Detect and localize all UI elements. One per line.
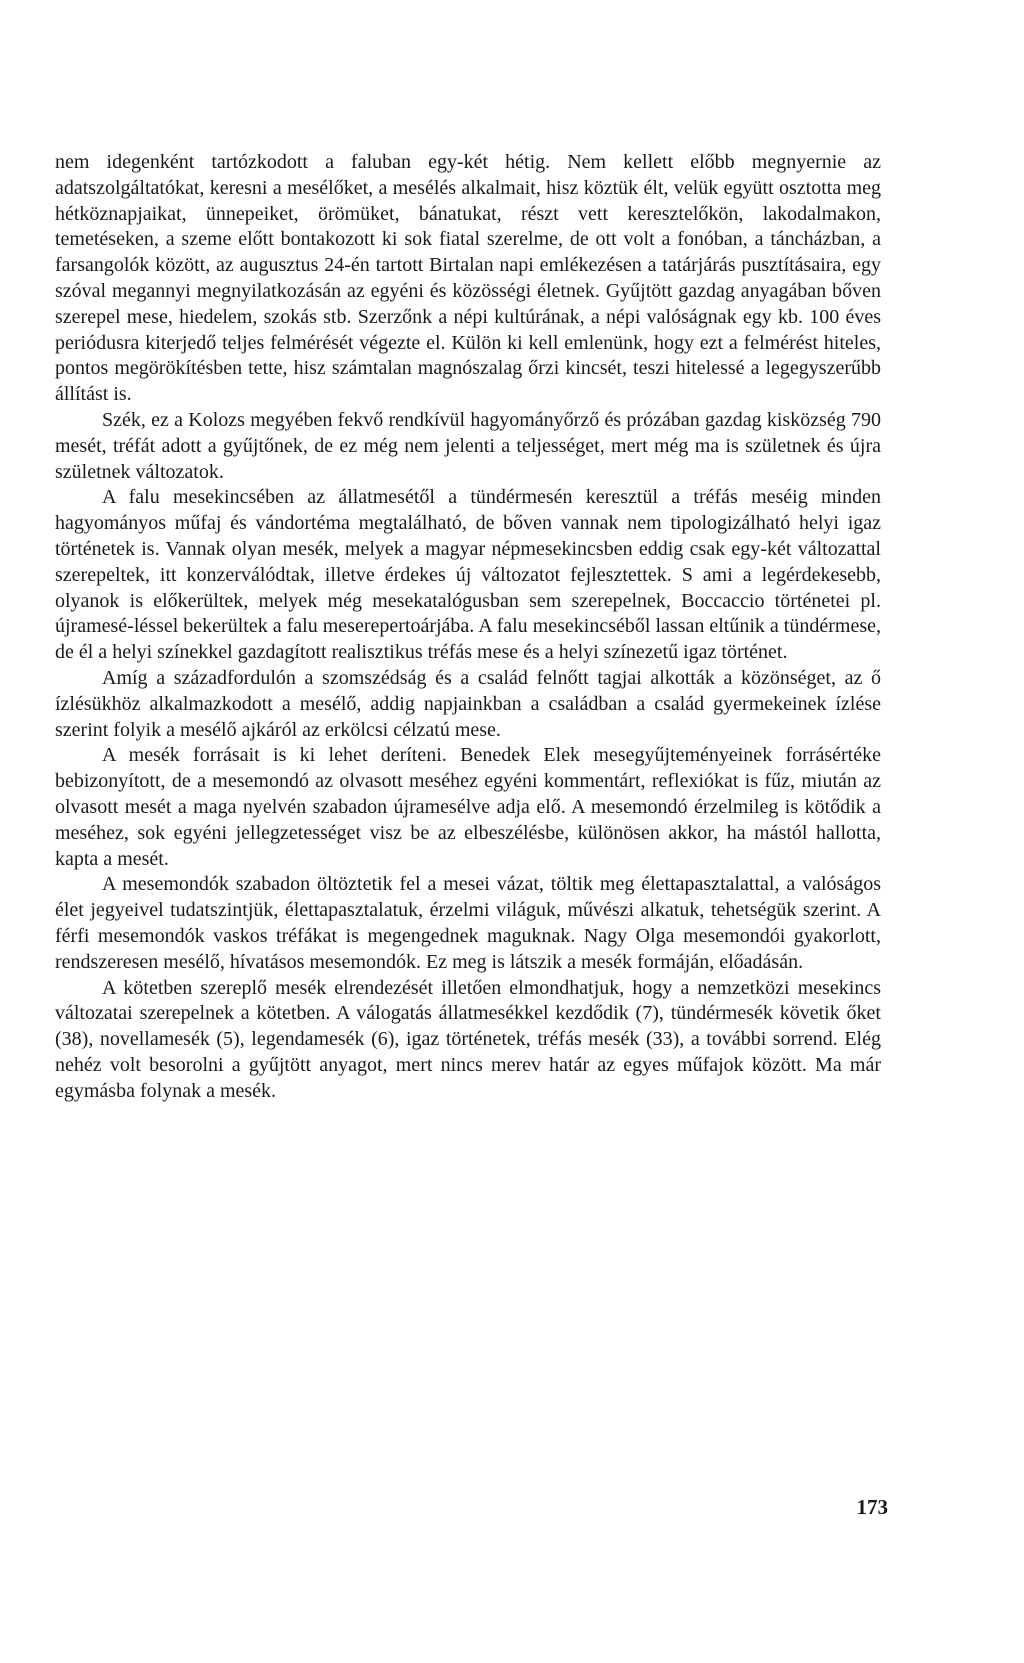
paragraph-7: A kötetben szereplő mesék elrendezését illetően elmondhatjuk, hogy a nemzetközi mesekincs változatai szerepelnek a kötetben. A válogatás állatmesékkel kezdődik (7), tündérmesék követik őket (38), novellamesék (5), legendamesék (6), igaz történetek, tréfás mesék (33), a további sorrend. Elég nehéz volt besorolni a gyűjtött anyagot, mert nincs merev határ az egyes műfajok között. Ma már egymásba folynak a mesék.: [55, 976, 881, 1102]
paragraph-1: nem idegenként tartózkodott a faluban egy-két hétig. Nem kellett előbb megnyernie az adatszolgáltatókat, keresni a mesélőket, a mesélés alkalmait, hisz köztük élt, velük együtt osztotta meg hétköznapjaikat, ünnepeiket, örömüket, bánatukat, részt vett keresztelőkön, lakodalmakon, temetéseken, a szeme előtt bontakozott ki sok fiatal szerelme, de ott volt a fonóban, a táncházban, a farsangolók között, az augusztus 24-én tartott Birtalan napi emlékezésen a tatárjárás pusztításaira, egy szóval megannyi megnyilatkozásán az egyéni és közösségi életnek. Gyűjtött gazdag anyagában bőven szerepel mese, hiedelem, szokás stb. Szerzőnk a népi kultúrának, a népi valóságnak egy kb. 100 éves periódusra kiterjedő teljes felmérését végezte el. Külön ki kell emlenünk, hogy ezt a felmérést hiteles, pontos megörökítésben tette, hisz számtalan magnószalag őrzi kincsét, teszi hitelessé a legegyszerűbb állítást is.: [55, 151, 881, 406]
page-number: 173: [856, 1495, 888, 1519]
paragraph-2: Szék, ez a Kolozs megyében fekvő rendkívül hagyományőrző és prózában gazdag kisközség 790 mesét, tréfát adott a gyűjtőnek, de ez még nem jelenti a teljességet, mert még ma is születnek és újra születnek változatok.: [55, 408, 881, 483]
paragraph-4: Amíg a századfordulón a szomszédság és a család felnőtt tagjai alkották a közönséget, az ő ízlésükhöz alkalmazkodott a mesélő, addig napjainkban a családban a család gyermekeinek ízlése szerint folyik a mesélő ajkáról az erkölcsi célzatú mese.: [55, 666, 881, 741]
page-body: [55, 150, 881, 1104]
paragraph-5: A mesék forrásait is ki lehet deríteni. Benedek Elek mesegyűjteményeinek forrásértéke bebizonyított, de a mesemondó az olvasott meséhez egyéni kommentárt, reflexiókat is fűz, miután az olvasott mesét a maga nyelvén szabadon újramesélve adja elő. A mesemondó érzelmileg is kötődik a meséhez, sok egyéni jellegzetességet visz be az elbeszélésbe, különösen akkor, ha mástól hallotta, kapta a mesét.: [55, 744, 881, 870]
paragraph-3: A falu mesekincsében az állatmesétől a tündérmesén keresztül a tréfás meséig minden hagyományos műfaj és vándortéma megtalálható, de bőven vannak nem tipologizálható helyi igaz történetek is. Vannak olyan mesék, melyek a magyar népmesekincsben eddig csak egy-két változattal szerepeltek, itt konzerválódtak, illetve érdekes új változatot fejlesztettek. S ami a legérdekesebb, olyanok is előkerültek, melyek még mesekatalógusban sem szerepelnek, Boccaccio történetei pl. újramesé-léssel bekerültek a falu meserepertoárjába. A falu mesekincséből lassan eltűnik a tündérmese, de él a helyi színekkel gazdagított realisztikus tréfás mese és a helyi színezetű igaz történet.: [55, 486, 881, 664]
paragraph-6: A mesemondók szabadon öltöztetik fel a mesei vázat, töltik meg élettapasztalattal, a valóságos élet jegyeivel tudatszintjük, élettapasztalatuk, érzelmi világuk, művészi alkatuk, tehetségük szerint. A férfi mesemondók vaskos tréfákat is megengednek maguknak. Nagy Olga mesemondói gyakorlott, rendszeresen mesélő, hívatásos mesemondók. Ez meg is látszik a mesék formáján, előadásán.: [55, 873, 881, 973]
